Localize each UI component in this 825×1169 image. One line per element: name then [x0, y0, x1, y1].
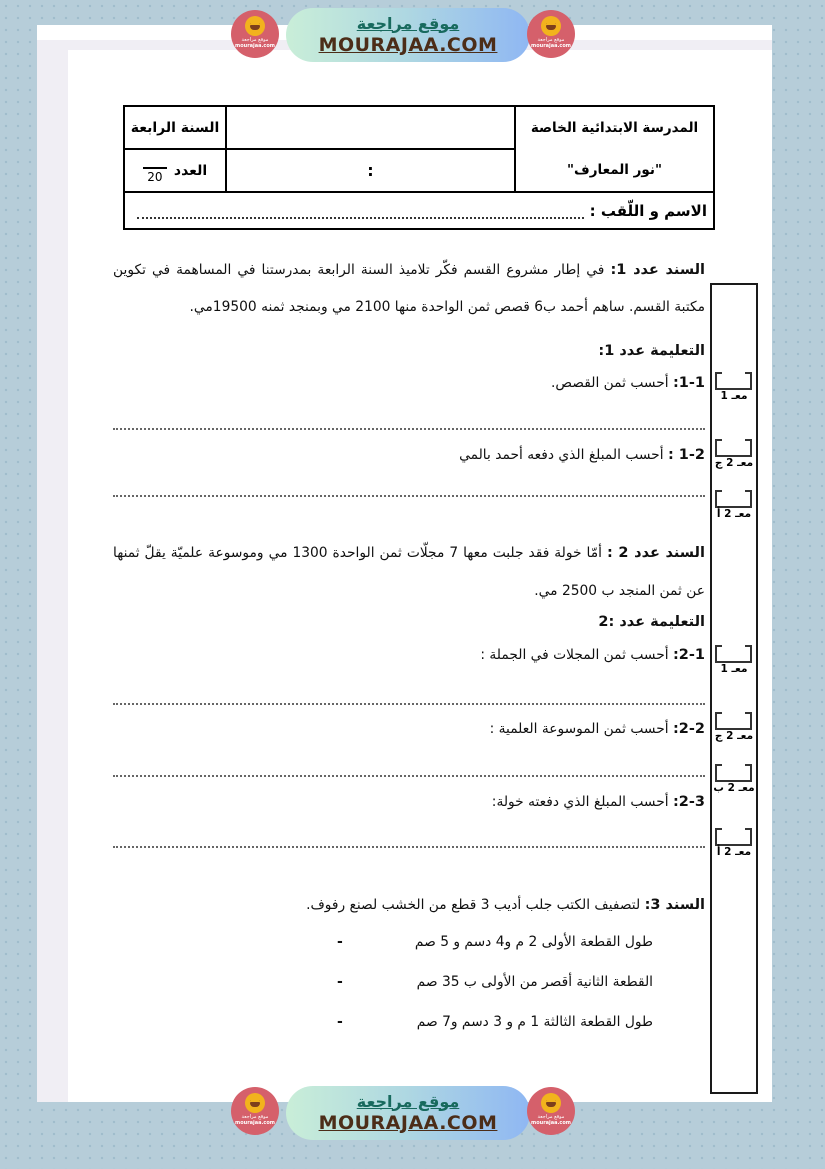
- logo-circle: [541, 16, 561, 36]
- question-2-1-number: 2-1:: [672, 647, 705, 663]
- score-fraction: [143, 158, 167, 184]
- exercise1-title: السند عدد 1:: [610, 262, 705, 278]
- badge-text-en: mourajaa.com: [234, 1120, 275, 1126]
- wood-piece-3-text: طول القطعة الثالثة 1 م و 3 دسم و7 صم: [416, 1014, 653, 1030]
- site-logo-badge[interactable]: [231, 10, 279, 58]
- site-domain: MOURAJAA.COM: [318, 33, 498, 56]
- logo-circle: [245, 1093, 265, 1113]
- criterion-label: معـ 2 أ: [716, 846, 752, 858]
- logo-circle: [541, 1093, 561, 1113]
- wood-piece-1-item: [113, 934, 705, 950]
- exercise3-text: لتصفيف الكتب جلب أديب 3 قطع من الخشب لصنع رفوف.: [306, 897, 641, 913]
- answer-line: [113, 759, 705, 777]
- answer-line: [113, 830, 705, 848]
- site-banner-bottom[interactable]: [286, 1086, 530, 1140]
- question-2-1-text: أحسب ثمن المجلات في الجملة :: [480, 647, 669, 663]
- criterion-label: معـ 2 ج: [714, 457, 754, 469]
- exercise1-intro: [113, 252, 705, 326]
- site-logo-badge[interactable]: [527, 1087, 575, 1135]
- grade-level-cell: السنة الرابعة: [124, 106, 226, 149]
- criterion-label: معـ 2 ب: [713, 782, 755, 794]
- site-banner-top[interactable]: [286, 8, 530, 62]
- exercise2-intro: [113, 534, 705, 610]
- name-label: الاسم و اللّقب :: [589, 201, 707, 220]
- question-2-1: [113, 647, 705, 663]
- question-2-2-number: 2-2:: [672, 721, 705, 737]
- exam-header-table: [123, 105, 715, 230]
- exercise2-title: السند عدد 2 :: [606, 545, 705, 561]
- site-logo-badge[interactable]: [231, 1087, 279, 1135]
- wood-piece-2-item: [113, 974, 705, 990]
- wood-piece-1-text: طول القطعة الأولى 2 م و4 دسم و 5 صم: [414, 934, 653, 950]
- question-1-1: [113, 375, 705, 391]
- site-name-arabic: موقع مراجعة: [356, 1091, 460, 1111]
- score-max: 20: [147, 169, 163, 184]
- question-2-3-text: أحسب المبلغ الذي دفعته خولة:: [491, 794, 669, 810]
- criterion-label: معـ 1: [720, 663, 748, 675]
- criterion-label: معـ 2 أ: [716, 508, 752, 520]
- exercise1-text: في إطار مشروع القسم فكّر تلاميذ السنة الرابعة بمدرستنا في المساهمة في تكوين مكتبة القسم. ساهم أحمد ب6 قصص ثمن الواحدة منها 2100 مي وبمنجد ثمنه 19500مي.: [113, 262, 705, 315]
- score-box: [715, 645, 752, 663]
- school-name-cell: [515, 106, 714, 192]
- colon-cell: :: [226, 149, 515, 192]
- logo-circle: [245, 16, 265, 36]
- name-answer-line: [137, 203, 584, 219]
- badge-text-ar: موقع مراجعة: [241, 37, 269, 43]
- badge-text-en: mourajaa.com: [234, 43, 275, 49]
- score-label: العدد: [173, 162, 208, 179]
- book-icon: [250, 23, 260, 30]
- wood-piece-2-text: القطعة الثانية أقصر من الأولى ب 35 صم: [416, 974, 653, 990]
- question-2-3: [113, 794, 705, 810]
- score-blank: [143, 158, 167, 169]
- badge-text-ar: موقع مراجعة: [537, 37, 565, 43]
- grading-margin-column: [710, 283, 758, 1094]
- criterion-label: معـ 1: [720, 390, 748, 402]
- bullet-dash: -: [337, 934, 343, 950]
- question-1-1-text: أحسب ثمن القصص.: [551, 375, 669, 391]
- exercise3-title: السند 3:: [644, 897, 705, 913]
- book-icon: [546, 1100, 556, 1107]
- question-2-2: [113, 721, 705, 737]
- question-1-2: [113, 447, 705, 463]
- question-1-1-number: 1-1:: [672, 375, 705, 391]
- exercise2-instruction-heading: التعليمة عدد :2: [598, 614, 705, 630]
- answer-line: [113, 412, 705, 430]
- bullet-dash: -: [337, 974, 343, 990]
- answer-line: [113, 687, 705, 705]
- site-name-arabic: موقع مراجعة: [356, 13, 460, 33]
- score-box: [715, 764, 752, 782]
- score-cell: [124, 149, 226, 192]
- badge-text-en: mourajaa.com: [530, 1120, 571, 1126]
- score-box: [715, 372, 752, 390]
- student-name-cell: [124, 192, 714, 229]
- badge-text-en: mourajaa.com: [530, 43, 571, 49]
- score-box: [715, 828, 752, 846]
- exercise3-intro: [113, 897, 705, 913]
- site-logo-badge[interactable]: [527, 10, 575, 58]
- question-2-2-text: أحسب ثمن الموسوعة العلمية :: [489, 721, 669, 737]
- question-1-2-text: أحسب المبلغ الذي دفعه أحمد بالمي: [459, 447, 664, 463]
- school-name-line2: "نور المعارف": [567, 162, 662, 178]
- book-icon: [250, 1100, 260, 1107]
- wood-piece-3-item: [113, 1014, 705, 1030]
- school-name-line1: المدرسة الابتدائية الخاصة: [530, 120, 699, 136]
- site-domain: MOURAJAA.COM: [318, 1111, 498, 1134]
- badge-text-ar: موقع مراجعة: [241, 1114, 269, 1120]
- score-box: [715, 439, 752, 457]
- question-1-2-number: 1-2 :: [667, 447, 705, 463]
- answer-line: [113, 479, 705, 497]
- empty-cell: [226, 106, 515, 149]
- book-icon: [546, 23, 556, 30]
- score-box: [715, 490, 752, 508]
- question-2-3-number: 2-3:: [672, 794, 705, 810]
- bullet-dash: -: [337, 1014, 343, 1030]
- badge-text-ar: موقع مراجعة: [537, 1114, 565, 1120]
- exercise2-text: أمّا خولة فقد جلبت معها 7 مجلّات ثمن الواحدة 1300 مي وموسوعة علميّة يقلّ ثمنها عن ثمن المنجد ب 2500 مي.: [113, 545, 705, 599]
- page-scan-shade-left: [37, 40, 68, 1102]
- criterion-label: معـ 2 ج: [714, 730, 754, 742]
- score-box: [715, 712, 752, 730]
- exercise1-instruction-heading: التعليمة عدد 1:: [598, 343, 705, 359]
